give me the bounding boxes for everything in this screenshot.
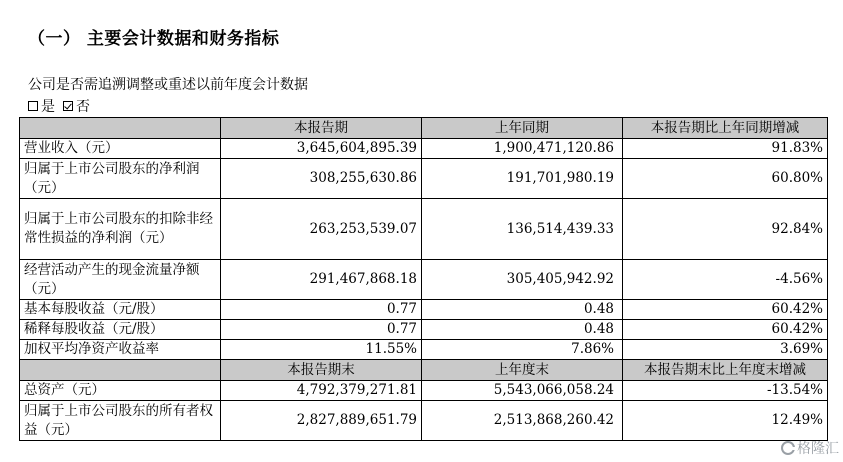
prior-value: 191,701,980.19	[422, 159, 623, 199]
change-value: 92.84%	[623, 199, 828, 260]
checkbox-unchecked-icon[interactable]	[28, 101, 38, 111]
table-header-row	[20, 118, 828, 139]
option-no[interactable]	[63, 96, 90, 116]
logo-icon	[781, 441, 795, 455]
table-row	[20, 300, 828, 320]
row-label: 营业收入（元）	[20, 139, 221, 159]
row-label: 归属于上市公司股东的净利润（元）	[20, 159, 221, 199]
watermark-text: 格隆汇	[797, 441, 839, 457]
row-label: 基本每股收益（元/股）	[20, 300, 221, 320]
row-label: 经营活动产生的现金流量净额（元）	[20, 260, 221, 300]
restatement-question: 公司是否需追溯调整或重述以前年度会计数据	[28, 77, 308, 93]
option-no-label: 否	[76, 99, 90, 115]
current-value: 0.77	[221, 320, 422, 340]
current-value: 291,467,868.18	[221, 260, 422, 300]
column-header: 本报告期末	[221, 360, 422, 381]
column-header	[20, 360, 221, 381]
change-value: 60.80%	[623, 159, 828, 199]
prior-value: 136,514,439.33	[422, 199, 623, 260]
prior-value: 7.86%	[422, 340, 623, 360]
change-value: 12.49%	[623, 401, 828, 441]
change-value: 60.42%	[623, 320, 828, 340]
option-yes-label: 是	[41, 99, 55, 115]
prior-value: 5,543,066,058.24	[422, 381, 623, 401]
watermark	[781, 438, 839, 458]
current-value: 263,253,539.07	[221, 199, 422, 260]
change-value: 60.42%	[623, 300, 828, 320]
row-label: 稀释每股收益（元/股）	[20, 320, 221, 340]
table-row	[20, 139, 828, 159]
row-label: 归属于上市公司股东的所有者权益（元）	[20, 401, 221, 441]
prior-value: 0.48	[422, 320, 623, 340]
current-value: 308,255,630.86	[221, 159, 422, 199]
column-header: 本报告期	[221, 118, 422, 139]
column-header: 上年同期	[422, 118, 623, 139]
restatement-options	[28, 96, 96, 116]
current-value: 2,827,889,651.79	[221, 401, 422, 441]
table-row	[20, 401, 828, 441]
table-header-row	[20, 360, 828, 381]
current-value: 4,792,379,271.81	[221, 381, 422, 401]
table-row	[20, 159, 828, 199]
option-yes[interactable]	[28, 96, 55, 116]
change-value: 91.83%	[623, 139, 828, 159]
row-label: 总资产（元）	[20, 381, 221, 401]
prior-value: 305,405,942.92	[422, 260, 623, 300]
current-value: 11.55%	[221, 340, 422, 360]
checkbox-checked-icon[interactable]	[63, 101, 73, 111]
current-value: 3,645,604,895.39	[221, 139, 422, 159]
change-value: -4.56%	[623, 260, 828, 300]
table-row	[20, 260, 828, 300]
current-value: 0.77	[221, 300, 422, 320]
change-value: -13.54%	[623, 381, 828, 401]
column-header: 上年度末	[422, 360, 623, 381]
table-row	[20, 340, 828, 360]
column-header	[20, 118, 221, 139]
row-label: 加权平均净资产收益率	[20, 340, 221, 360]
change-value: 3.69%	[623, 340, 828, 360]
row-label: 归属于上市公司股东的扣除非经常性损益的净利润（元）	[20, 199, 221, 260]
table-row	[20, 381, 828, 401]
prior-value: 2,513,868,260.42	[422, 401, 623, 441]
prior-value: 1,900,471,120.86	[422, 139, 623, 159]
financial-indicators-table	[19, 117, 828, 441]
section-heading: （一） 主要会计数据和财务指标	[28, 29, 280, 49]
prior-value: 0.48	[422, 300, 623, 320]
table-row	[20, 199, 828, 260]
column-header: 本报告期末比上年度末增减	[623, 360, 828, 381]
column-header: 本报告期比上年同期增减	[623, 118, 828, 139]
table-row	[20, 320, 828, 340]
